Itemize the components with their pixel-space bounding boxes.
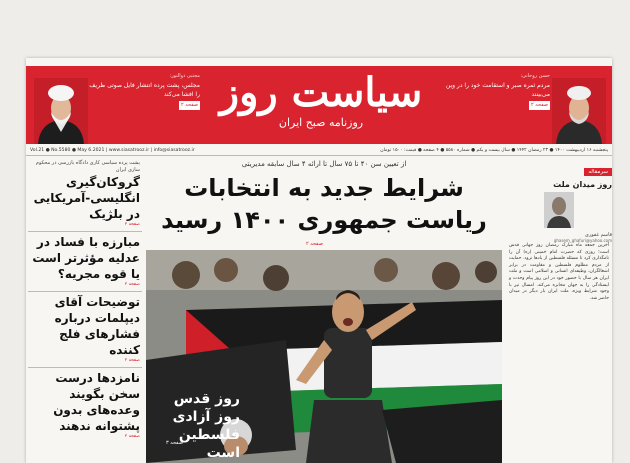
story-headline: مبارزه با فساد در عدلیه مؤثرتر است یا قوه مجریه؟ xyxy=(32,235,140,281)
headline-line: شرایط جدید به انتخابات xyxy=(184,174,464,202)
main-story xyxy=(146,158,502,463)
story-headline: گروکان‌گیری انگلیسی-آمریکایی در بلژیک xyxy=(33,175,140,221)
story-item[interactable] xyxy=(28,158,142,232)
main-deck: از تعیین سن ۴۰ تا ۷۵ سال تا ارائه ۴ سال سابقه مدیریتی xyxy=(241,160,407,168)
story-item[interactable] xyxy=(28,368,142,443)
newspaper-front-page xyxy=(26,58,612,463)
author-name: قاسم غفوری xyxy=(584,232,612,238)
story-kicker: پشت پرده سیاسی کاری دادگاه بازرسی در محکوم سازی ایران xyxy=(35,160,140,173)
story-item[interactable] xyxy=(28,292,142,368)
page-reference: صفحه ۲ xyxy=(124,434,140,439)
page-reference: صفحه ۲ xyxy=(306,241,323,247)
teaser-speaker: حسن روحانی: xyxy=(520,73,550,79)
teaser-speaker: مجتبی ذوالنور: xyxy=(169,73,200,79)
page-reference: صفحه ۲ xyxy=(124,222,140,227)
masthead xyxy=(26,66,612,144)
page-reference: صفحه ۲ xyxy=(181,102,198,108)
quds-day-rally-photo xyxy=(146,250,502,463)
teaser-text: مجلس، پشت پرده انتشار فایل صوتی ظریف را افشا می‌کند xyxy=(89,82,200,98)
masthead-left-teaser[interactable] xyxy=(88,72,200,110)
photo-caption: روز قدس روز آزادی فلسطین است xyxy=(172,391,240,461)
issue-info-bar xyxy=(26,146,612,156)
story-headline: نامزدها درست سخن بگویند وعده‌های بدون پشتوانه ندهند xyxy=(53,371,140,433)
teaser-text: مردم ثمره صبر و استقامت خود را در وین می‌بینند xyxy=(445,82,550,98)
editorial-column xyxy=(506,158,612,463)
author-photo xyxy=(544,192,574,228)
page-reference: صفحه ۲ xyxy=(531,102,548,108)
portrait-right xyxy=(552,78,606,144)
editorial-label: سرمقاله xyxy=(584,168,612,176)
author-block xyxy=(506,192,612,232)
headline-line: ریاست جمهوری ۱۴۰۰ رسید xyxy=(161,206,487,234)
story-item[interactable] xyxy=(28,232,142,292)
masthead-right-teaser[interactable] xyxy=(438,72,550,110)
main-headline[interactable] xyxy=(146,172,502,236)
portrait-left xyxy=(34,78,88,144)
issue-info-persian: پنجشنبه ۱۶ اردیبهشت ۱۴۰۰ ● ۲۳ رمضان ۱۴۴۲ ● سال بیست و یکم ● شماره ۵۵۸۰ ● ۴ صفحه ● قیمت: ۱۵۰۰ تومان xyxy=(380,148,608,153)
author-email: ghasem_ghafuri@yahoo.com xyxy=(553,238,612,243)
page-reference: صفحه ۳ xyxy=(166,440,183,446)
editorial-title[interactable]: روز میدان ملت xyxy=(553,180,612,189)
page-reference: صفحه ۲ xyxy=(124,282,140,287)
issue-info-latin: Vol.21 ● No.5580 ● May 6.2021 | www.siasatrooz.ir | info@siasatrooz.ir xyxy=(30,148,195,153)
newspaper-subtitle: روزنامه صبح ایران xyxy=(278,116,364,129)
newspaper-title: سیاست روز xyxy=(219,69,423,116)
left-column xyxy=(28,158,142,463)
page-reference: صفحه ۲ xyxy=(124,358,140,363)
editorial-body: آخرین جمعه ماه مبارک رمضان روز جهانی قدس است؛ روزی که حضرت امام خمینی (ره) آن را نامگذاری کرد تا مسئله فلسطین از یادها نرود. حمایت از مردم مظلوم فلسطین و مقاومت در برابر اشغالگران، وظیفه‌ای انسانی و اسلامی است و ملت ایران هر سال با حضور خود در این روز پیام وحدت و ایستادگی را به جهان مخابره می‌کند. امسال نیز با وجود شرایط ویژه، ملت ایران بار دیگر در میدان حاضر شد. xyxy=(509,243,609,301)
story-headline: توضیحات آقای دیپلمات درباره فشارهای فلج کننده xyxy=(54,295,140,357)
